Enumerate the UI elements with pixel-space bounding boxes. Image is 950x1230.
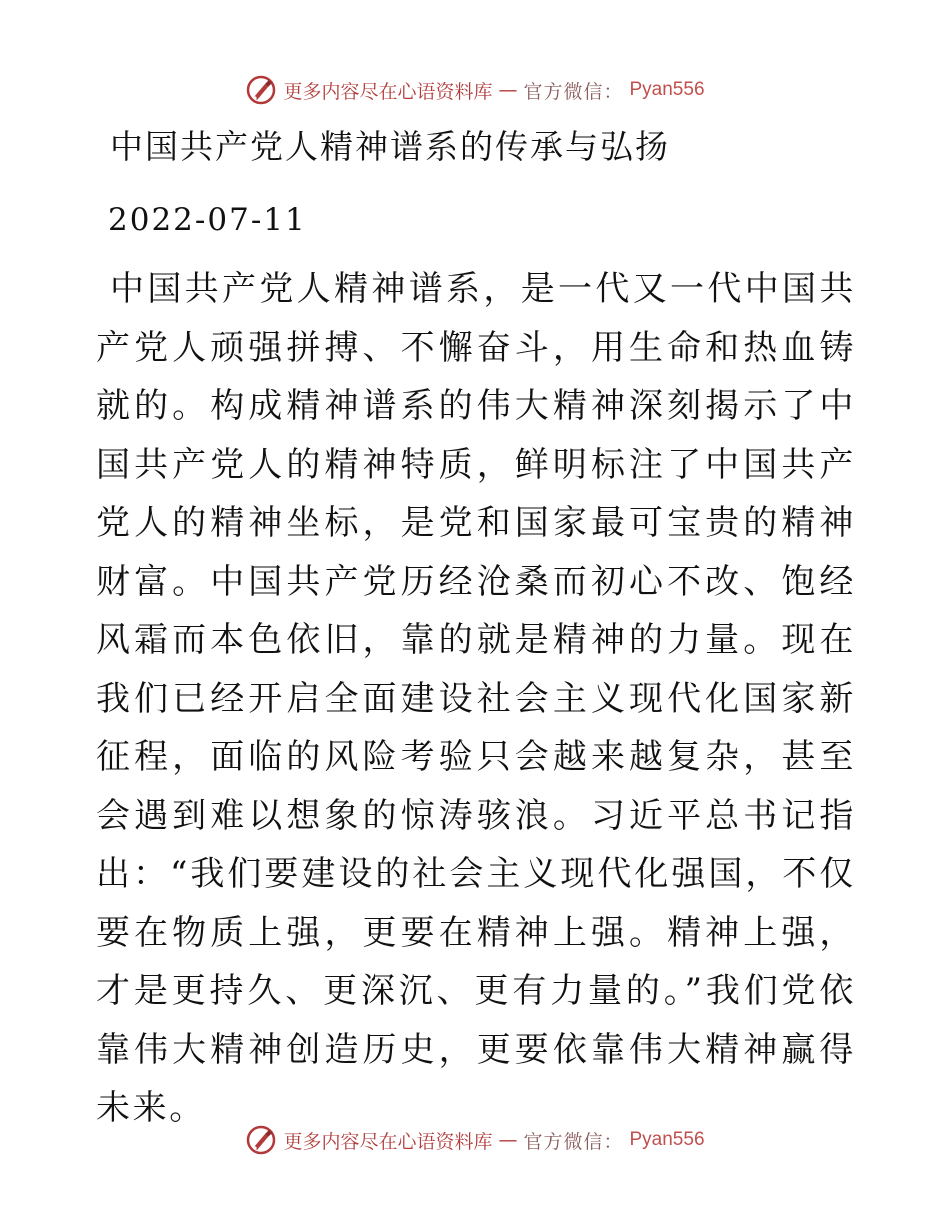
footer-watermark-banner: [0, 1120, 950, 1160]
footer-banner-text: 更多内容尽在心语资料库: [283, 1130, 493, 1153]
footer-banner-contact-label: 官方微信：: [523, 1130, 624, 1153]
header-banner-contact-label: 官方微信：: [523, 80, 624, 103]
footer-banner-contact-id: Pyan556: [629, 1129, 705, 1150]
pen-seal-icon: [245, 1124, 277, 1156]
footer-banner-separator: —: [498, 1129, 518, 1151]
header-banner-separator: —: [498, 79, 518, 101]
document-body-paragraph: 中国共产党人精神谱系，是一代又一代中国共产党人顽强拼搏、不懈奋斗，用生命和热血铸就的。构成精神谱系的伟大精神深刻揭示了中国共产党人的精神特质，鲜明标注了中国共产党人的精神坐标，是党和国家最可宝贵的精神财富。中国共产党历经沧桑而初心不改、饱经风霜而本色依旧，靠的就是精神的力量。现在我们已经开启全面建设社会主义现代化国家新征程，面临的风险考验只会越来越复杂，甚至会遇到难以想象的惊涛骇浪。习近平总书记指出：“我们要建设的社会主义现代化强国，不仅要在物质上强，更要在精神上强。精神上强，才是更持久、更深沉、更有力量的。”我们党依靠伟大精神创造历史，更要依靠伟大精神赢得未来。: [96, 269, 856, 1128]
header-watermark-banner: [0, 70, 950, 110]
header-banner-text: 更多内容尽在心语资料库: [283, 80, 493, 103]
pen-seal-icon: [245, 74, 277, 106]
document-date: 2022-07-11: [108, 202, 307, 238]
document-title: 中国共产党人精神谱系的传承与弘扬: [110, 127, 670, 166]
header-banner-contact-id: Pyan556: [629, 79, 705, 100]
